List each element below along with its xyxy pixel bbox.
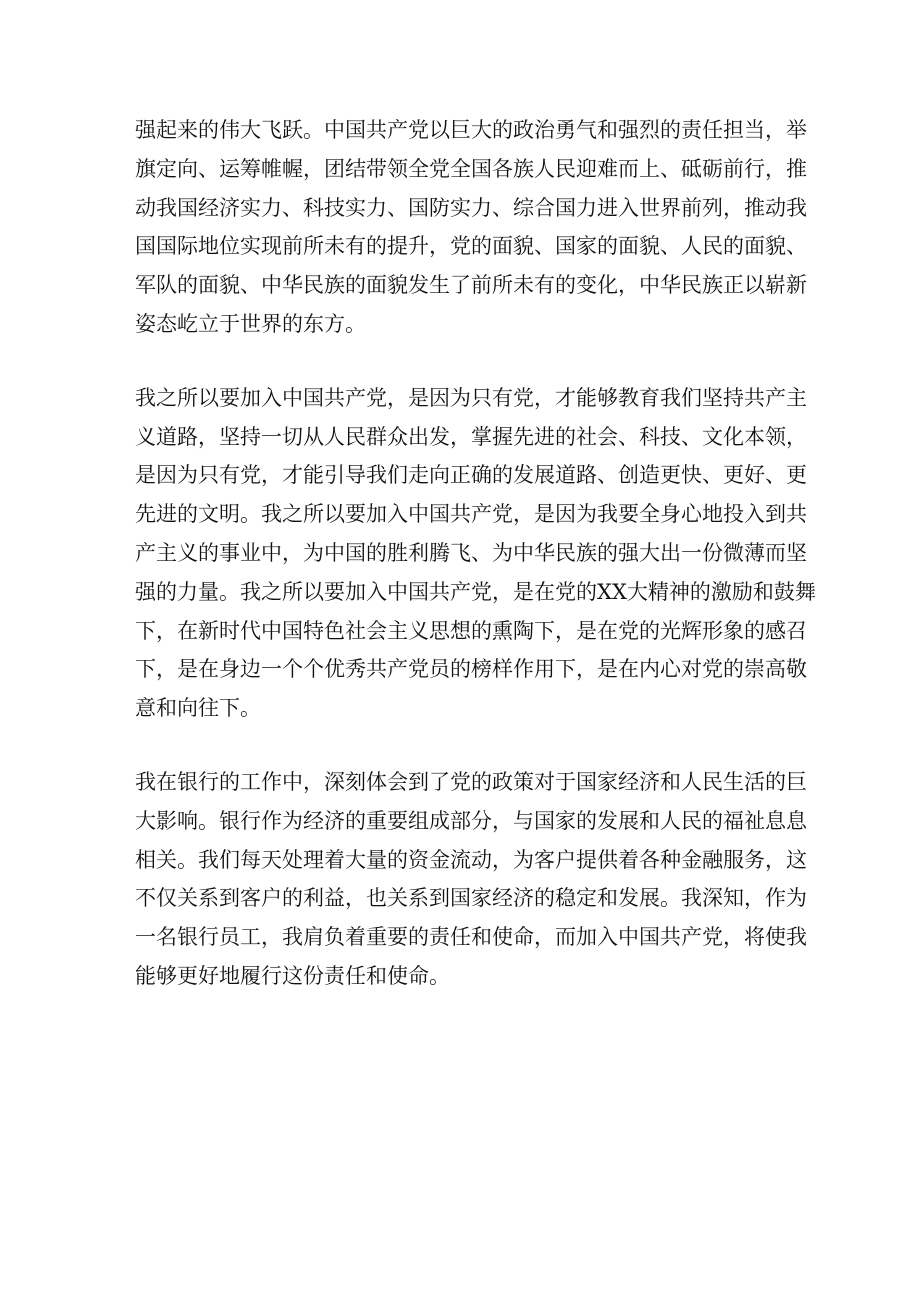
paragraph-line: 一名银行员工，我肩负着重要的责任和使命，而加入中国共产党，将使我 [135, 925, 807, 950]
paragraph-line: 军队的面貌、中华民族的面貌发生了前所未有的变化，中华民族正以崭新 [135, 273, 807, 298]
paragraph-line: 国国际地位实现前所未有的提升，党的面貌、国家的面貌、人民的面貌、 [135, 234, 807, 259]
paragraph-line: 不仅关系到客户的利益，也关系到国家经济的稳定和发展。我深知，作为 [135, 886, 807, 911]
paragraph-line: 动我国经济实力、科技实力、国防实力、综合国力进入世界前列，推动我 [135, 195, 807, 220]
paragraph-line: 意和向往下。 [135, 696, 261, 721]
paragraph-line: 相关。我们每天处理着大量的资金流动，为客户提供着各种金融服务，这 [135, 847, 807, 872]
paragraph-line: 强起来的伟大飞跃。中国共产党以巨大的政治勇气和强烈的责任担当，举 [135, 118, 807, 142]
paragraph-line: 下，是在身边一个个优秀共产党员的榜样作用下，是在内心对党的崇高敬 [135, 657, 807, 682]
paragraph-2 [135, 379, 816, 728]
paragraph-line: 产主义的事业中，为中国的胜利腾飞、为中华民族的强大出一份微薄而坚 [135, 540, 807, 565]
paragraph-line: 是因为只有党，才能引导我们走向正确的发展道路、创造更快、更好、更 [135, 463, 807, 488]
paragraph-line: 能够更好地履行这份责任和使命。 [135, 963, 450, 988]
paragraph-1 [135, 111, 807, 344]
paragraph-line: 强的力量。我之所以要加入中国共产党，是在党的XX大精神的激励和鼓舞 [135, 579, 816, 604]
paragraph-3 [135, 763, 807, 996]
paragraph-line: 我在银行的工作中，深刻体会到了党的政策对于国家经济和人民生活的巨 [135, 769, 807, 794]
paragraph-spacer [135, 728, 783, 763]
paragraph-line: 义道路，坚持一切从人民群众出发，掌握先进的社会、科技、文化本领， [135, 424, 807, 449]
paragraph-spacer [135, 344, 783, 379]
paragraph-line: 旗定向、运筹帷幄，团结带领全党全国各族人民迎难而上、砥砺前行，推 [135, 156, 807, 181]
paragraph-line: 下，在新时代中国特色社会主义思想的熏陶下，是在党的光辉形象的感召 [135, 618, 807, 643]
paragraph-line: 姿态屹立于世界的东方。 [135, 311, 366, 336]
paragraph-line: 先进的文明。我之所以要加入中国共产党，是因为我要全身心地投入到共 [135, 502, 807, 527]
paragraph-line: 我之所以要加入中国共产党，是因为只有党，才能够教育我们坚持共产主 [135, 385, 807, 410]
paragraph-line: 大影响。银行作为经济的重要组成部分，与国家的发展和人民的福祉息息 [135, 808, 807, 833]
document-body [135, 111, 816, 996]
